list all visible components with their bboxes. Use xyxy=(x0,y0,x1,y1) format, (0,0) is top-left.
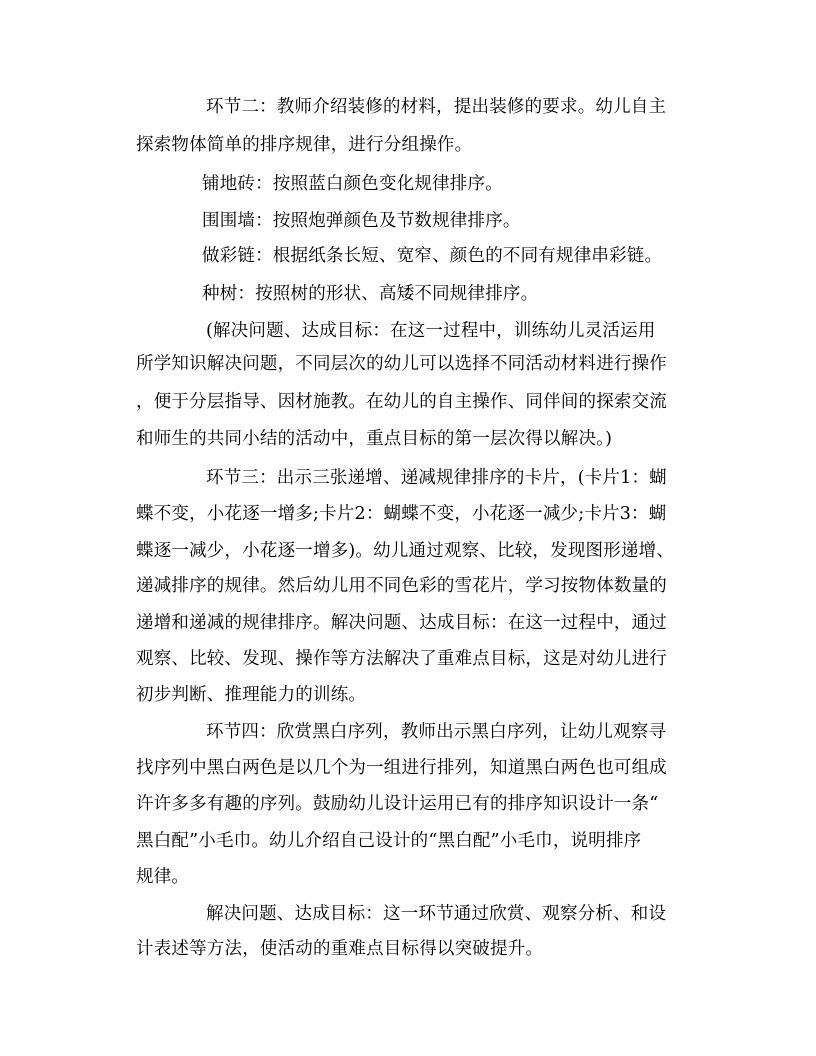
text-line: 环节四：欣赏黑白序列，教师出示黑白序列，让幼儿观察寻 xyxy=(206,722,667,742)
text-line: 规律。 xyxy=(136,867,190,887)
text-line: 初步判断、推理能力的训练。 xyxy=(136,685,367,705)
text-line: 铺地砖：按照蓝白颜色变化规律排序。 xyxy=(202,174,503,194)
text-line: 递减排序的规律。然后幼儿用不同色彩的雪花片，学习按物体数量的 xyxy=(136,576,667,596)
text-line: 蝶不变，小花逐一增多;卡片2：蝴蝶不变，小花逐一减少;卡片3：蝴 xyxy=(136,504,667,524)
text-line: 递增和递减的规律排序。解决问题、达成目标：在这一过程中，通过 xyxy=(136,613,667,633)
text-line: ，便于分层指导、因材施教。在幼儿的自主操作、同伴间的探索交流 xyxy=(136,392,667,412)
text-line: 解决问题、达成目标：这一环节通过欣赏、观察分析、和设 xyxy=(206,904,667,924)
text-line: 黑白配”小毛巾。幼儿介绍自己设计的“黑白配”小毛巾，说明排序 xyxy=(136,831,642,851)
text-line: 计表述等方法，使活动的重难点目标得以突破提升。 xyxy=(136,939,544,959)
text-line: 许许多多有趣的序列。鼓励幼儿设计运用已有的排序知识设计一条“ xyxy=(136,794,659,814)
text-line: 种树：按照树的形状、高矮不同规律排序。 xyxy=(202,284,539,304)
text-line: 环节三：出示三张递增、递减规律排序的卡片，(卡片1：蝴 xyxy=(206,468,667,488)
text-line: 观察、比较、发现、操作等方法解决了重难点目标，这是对幼儿进行 xyxy=(136,649,667,669)
text-line: 探索物体简单的排序规律，进行分组操作。 xyxy=(136,135,473,155)
text-line: 围围墙：按照炮弹颜色及节数规律排序。 xyxy=(202,211,521,231)
text-line: 找序列中黑白两色是以几个为一组进行排列，知道黑白两色也可组成 xyxy=(136,758,667,778)
text-line: 所学知识解决问题，不同层次的幼儿可以选择不同活动材料进行操作 xyxy=(136,354,667,374)
text-line: 环节二：教师介绍装修的材料，提出装修的要求。幼儿自主 xyxy=(206,97,667,117)
text-line: 做彩链：根据纸条长短、宽窄、颜色的不同有规律串彩链。 xyxy=(202,246,663,266)
text-line: (解决问题、达成目标：在这一过程中，训练幼儿灵活运用 xyxy=(206,321,656,341)
text-line: 和师生的共同小结的活动中，重点目标的第一层次得以解决。) xyxy=(136,429,613,449)
text-line: 蝶逐一减少，小花逐一增多)。幼儿通过观察、比较，发现图形递增、 xyxy=(136,541,675,561)
